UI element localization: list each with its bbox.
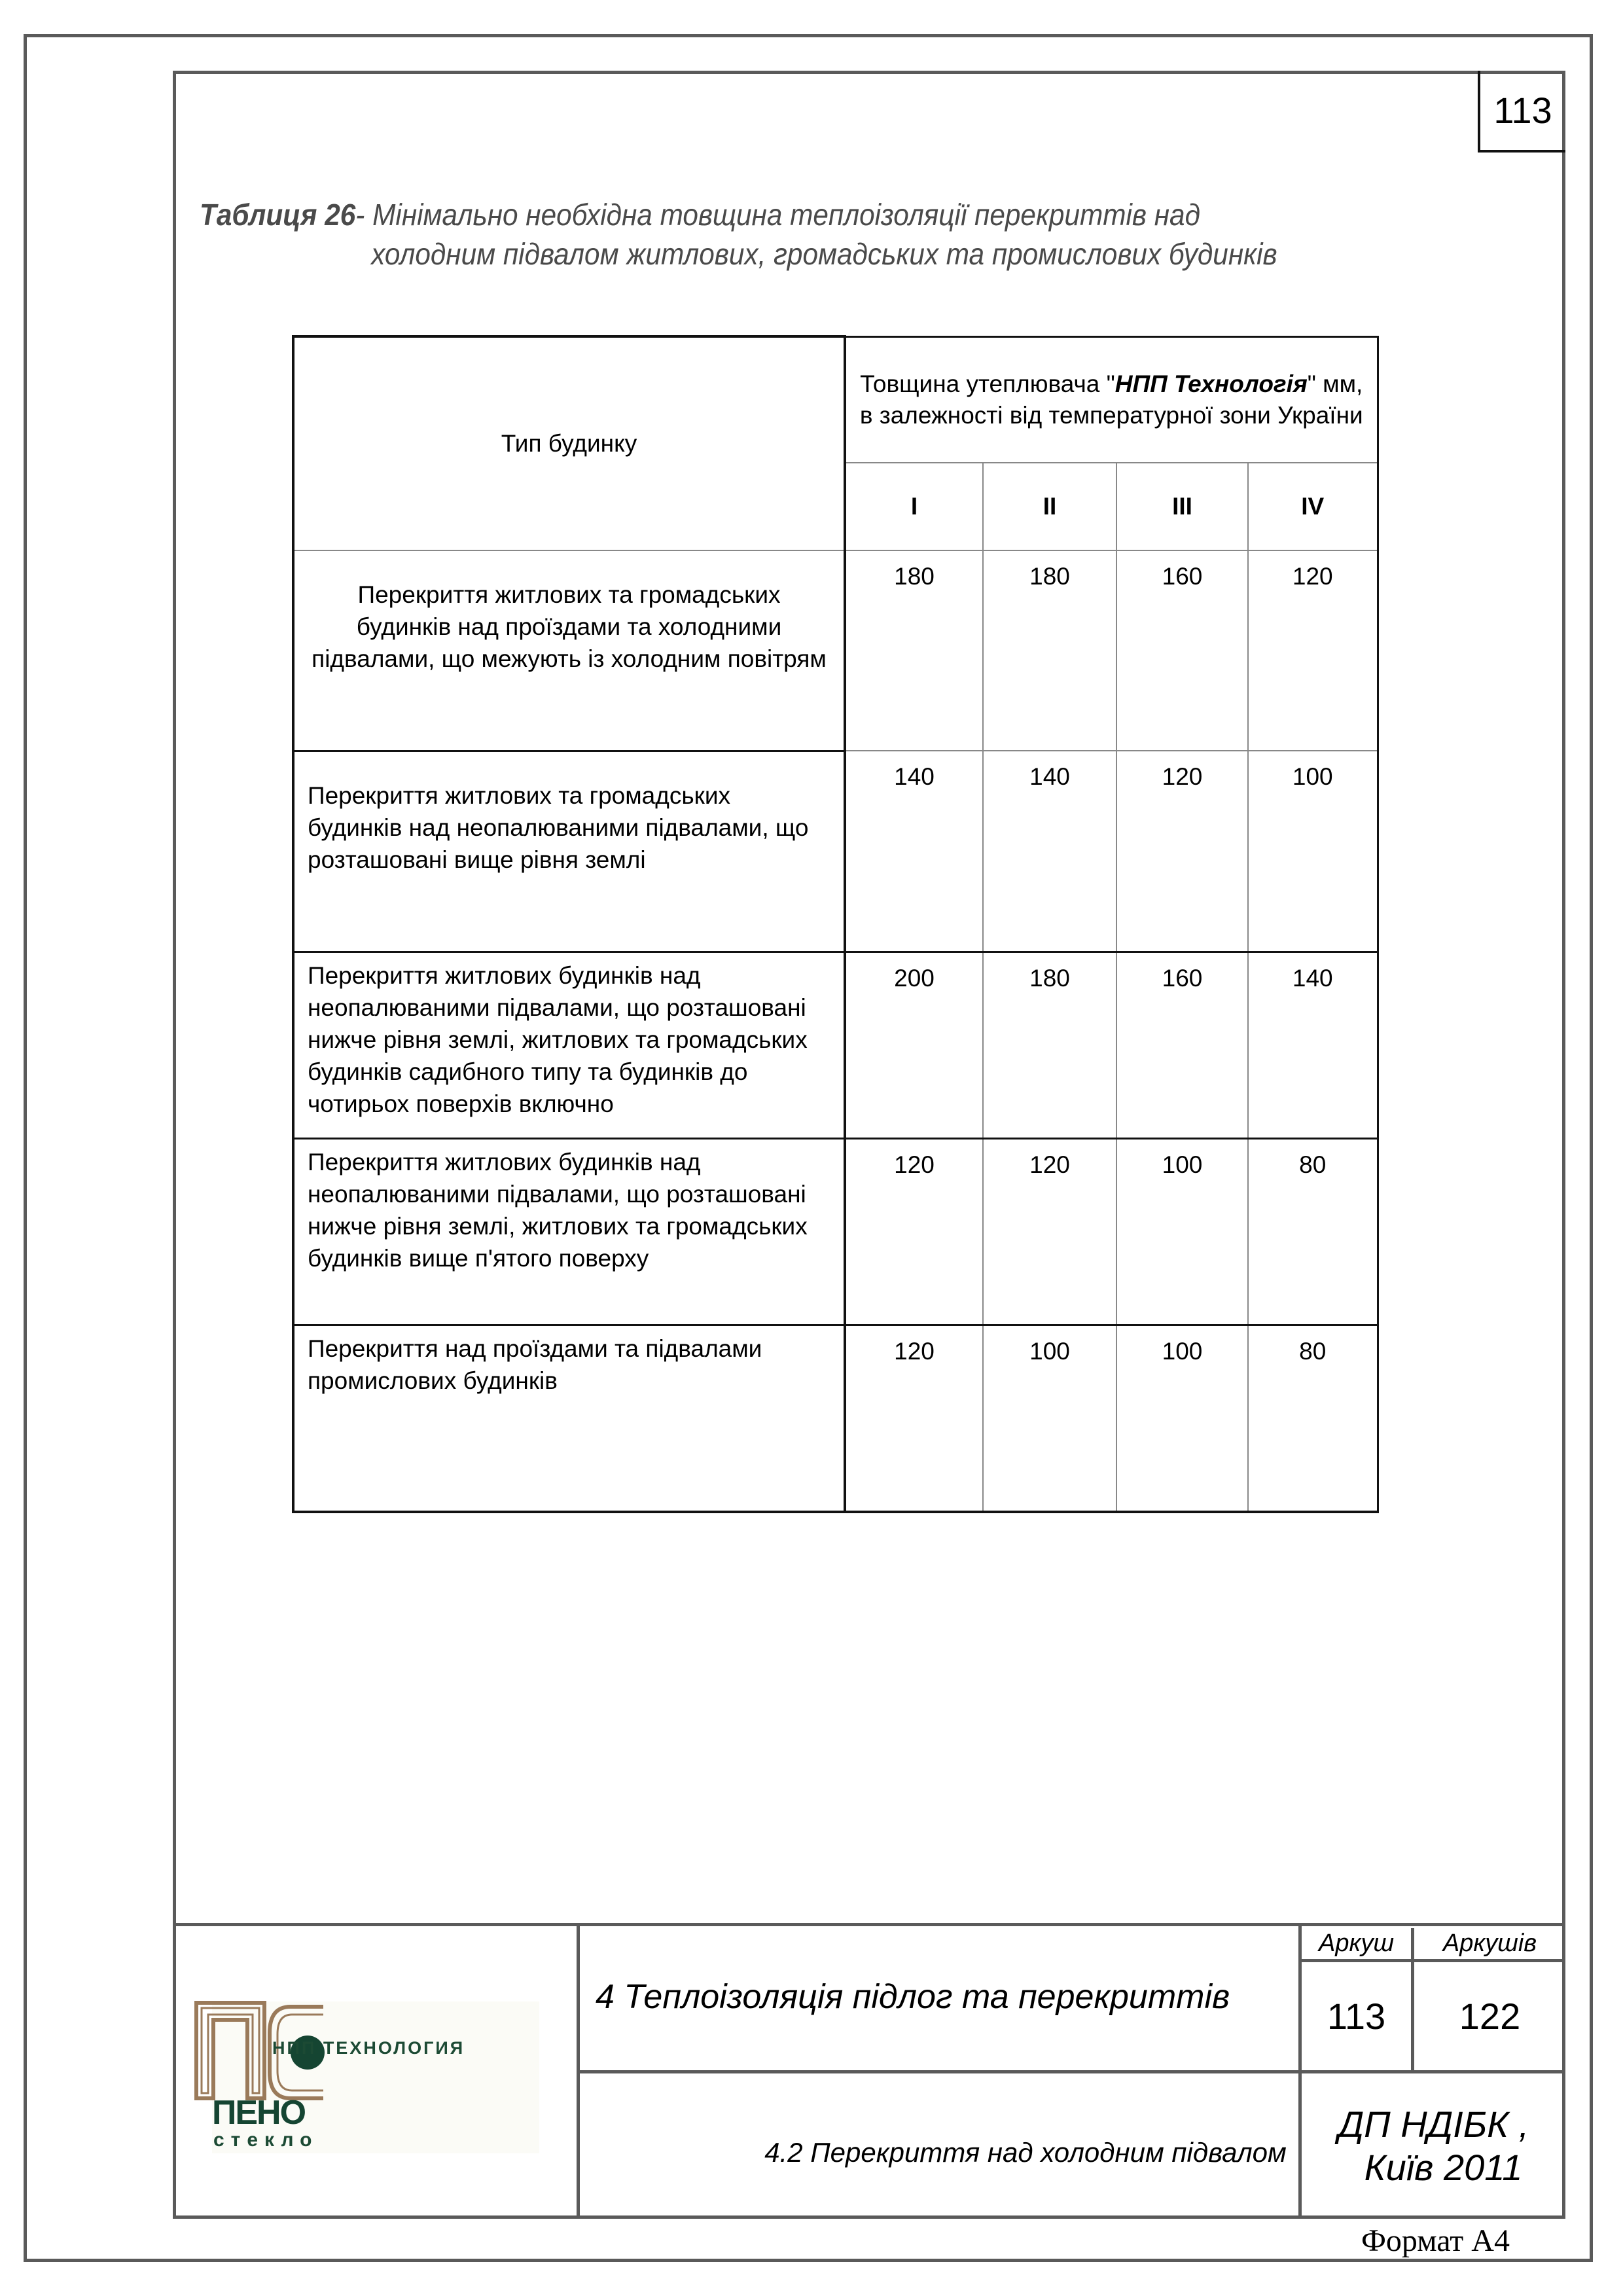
page-number bbox=[1478, 71, 1565, 152]
row-type: Перекриття житлових будинків над неопалюваними підвалами, що розташовані нижче рівня землі, житлових та громадських будинків садибного типу та будинків до чотирьох поверхів включно bbox=[293, 952, 845, 1138]
format-label: Формат А4 bbox=[1361, 2223, 1510, 2258]
row-value: 140 bbox=[845, 751, 983, 952]
caption-line2: холодним підвалом житлових, громадських та промислових будинків bbox=[371, 237, 1277, 271]
row-value: 100 bbox=[1248, 751, 1378, 952]
thickness-header-suffix: " мм, bbox=[1307, 370, 1363, 397]
row-value: 160 bbox=[1116, 550, 1248, 751]
thickness-header-brand: НПП Технологія bbox=[1115, 370, 1308, 397]
row-value: 140 bbox=[1248, 952, 1378, 1138]
column-header-type bbox=[293, 336, 845, 550]
caption-separator: - bbox=[355, 198, 373, 232]
table-row bbox=[293, 952, 1378, 1138]
row-type: Перекриття житлових та громадських будинків над проїздами та холодними підвалами, що межують із холодним повітрям bbox=[293, 550, 845, 751]
zone-header-2: II bbox=[983, 463, 1116, 550]
column-header-thickness bbox=[845, 336, 1378, 463]
caption-label: Таблиця 26 bbox=[200, 198, 356, 232]
row-value: 120 bbox=[1248, 550, 1378, 751]
sheets-label: Аркушів bbox=[1414, 1928, 1565, 1962]
section-title: 4 Теплоізоляція підлог та перекриттів bbox=[596, 1977, 1230, 2016]
zone-header-4: IV bbox=[1248, 463, 1378, 550]
table-header-row bbox=[293, 336, 1378, 463]
table-row bbox=[293, 751, 1378, 952]
thickness-header-line2: в залежності від температурної зони України bbox=[859, 401, 1363, 429]
row-value: 160 bbox=[1116, 952, 1248, 1138]
zone-header-1: I bbox=[845, 463, 983, 550]
table-row bbox=[293, 550, 1378, 751]
row-value: 200 bbox=[845, 952, 983, 1138]
organization-name: ДП НДІБК , bbox=[1338, 2104, 1529, 2145]
row-type: Перекриття над проїздами та підвалами промислових будинків bbox=[293, 1325, 845, 1512]
caption-line1: Мінімально необхідна товщина теплоізоляції перекриттів над bbox=[372, 198, 1200, 232]
table-caption bbox=[200, 195, 1277, 274]
row-value: 120 bbox=[1116, 751, 1248, 952]
logo-company-text: НПП ТЕХНОЛОГИЯ bbox=[272, 2038, 465, 2058]
row-value: 180 bbox=[845, 550, 983, 751]
sheet-label: Аркуш bbox=[1302, 1928, 1414, 1962]
column-header-type-text: Тип будинку bbox=[501, 429, 637, 457]
row-value: 120 bbox=[983, 1138, 1116, 1325]
insulation-table bbox=[292, 335, 1379, 1513]
page-number-text: 113 bbox=[1493, 90, 1552, 131]
sheet-info bbox=[1298, 1923, 1565, 2219]
organization-city-year: Київ 2011 bbox=[1364, 2147, 1523, 2188]
table-row bbox=[293, 1138, 1378, 1325]
sheet-value: 113 bbox=[1302, 1962, 1414, 2073]
table-row bbox=[293, 1325, 1378, 1512]
row-type: Перекриття житлових будинків над неопалюваними підвалами, що розташовані нижче рівня землі, житлових та громадських будинків вище п'ятого поверху bbox=[293, 1138, 845, 1325]
row-type: Перекриття житлових та громадських будинків над неопалюваними підвалами, що розташовані вище рівня землі bbox=[293, 751, 845, 952]
row-value: 120 bbox=[845, 1138, 983, 1325]
row-value: 120 bbox=[845, 1325, 983, 1512]
row-value: 100 bbox=[1116, 1138, 1248, 1325]
thickness-header-prefix: Товщина утеплювача " bbox=[860, 370, 1115, 397]
zone-header-3: III bbox=[1116, 463, 1248, 550]
row-value: 180 bbox=[983, 952, 1116, 1138]
row-value: 80 bbox=[1248, 1138, 1378, 1325]
row-value: 100 bbox=[1116, 1325, 1248, 1512]
row-value: 100 bbox=[983, 1325, 1116, 1512]
logo-sub-text: стекло bbox=[213, 2129, 319, 2151]
row-value: 80 bbox=[1248, 1325, 1378, 1512]
logo-cell bbox=[173, 1923, 580, 2219]
sheets-value: 122 bbox=[1414, 1962, 1565, 2073]
subsection-title: 4.2 Перекриття над холодним підвалом bbox=[764, 2137, 1287, 2168]
organization bbox=[1302, 2073, 1565, 2219]
title-block bbox=[173, 1923, 1565, 2219]
row-value: 180 bbox=[983, 550, 1116, 751]
row-value: 140 bbox=[983, 751, 1116, 952]
logo-brand-text: ПЕНО bbox=[212, 2094, 306, 2132]
